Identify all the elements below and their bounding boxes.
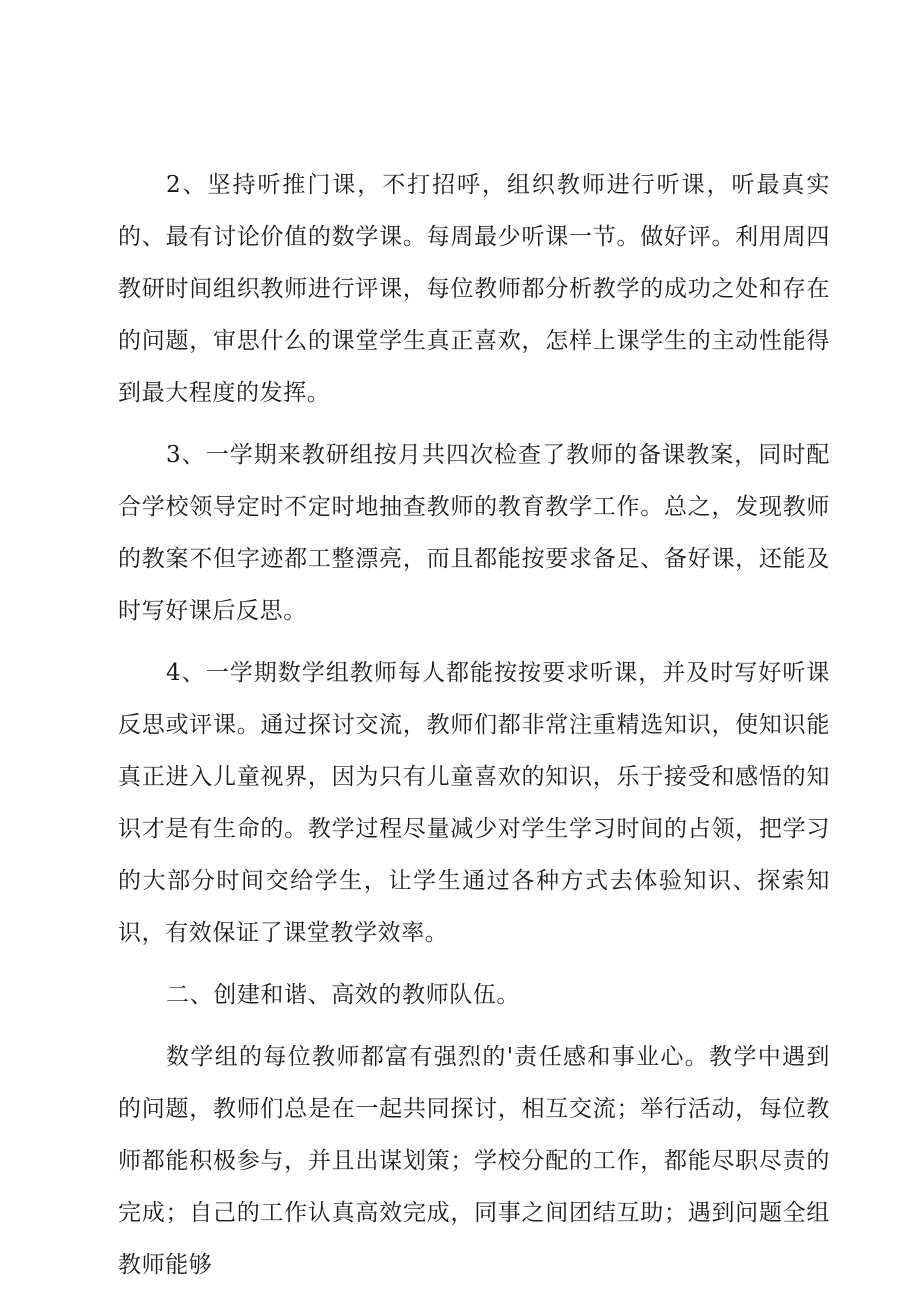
paragraph-item-3: 3、一学期来教研组按月共四次检查了教师的备课教案，同时配合学校领导定时不定时地抽查教师的教育教学工作。总之，发现教师的教案不但字迹都工整漂亮，而且都能按要求备足、备好课，还能及时写好课后反思。 — [118, 442, 830, 624]
paragraph-item-4: 4、一学期数学组教师每人都能按按要求听课，并及时写好听课反思或评课。通过探讨交流，教师们都非常注重精选知识，使知识能真正进入儿童视界，因为只有儿童喜欢的知识，乐于接受和感悟的知识才是有生命的。教学过程尽量减少对学生学习时间的占领，把学习的大部分时间交给学生，让学生通过各种方式去体验知识、探索知识，有效保证了课堂教学效率。 — [118, 660, 830, 946]
section-heading: 二、创建和谐、高效的教师队伍。 — [166, 982, 520, 1008]
paragraph-item-2: 2、坚持听推门课，不打招呼，组织教师进行听课，听最真实的、最有讨论价值的数学课。每周最少听课一节。做好评。利用周四教研时间组织教师进行评课，每位教师都分析教学的成功之处和存在的问题，审思什么的课堂学生真正喜欢，怎样上课学生的主动性能得到最大程度的发挥。 — [118, 172, 830, 406]
document-body — [118, 159, 830, 1291]
paragraph-team: 数学组的每位教师都富有强烈的'责任感和事业心。教学中遇到的问题，教师们总是在一起共同探讨，相互交流；举行活动，每位教师都能积极参与，并且出谋划策；学校分配的工作，都能尽职尽责的完成；自己的工作认真高效完成，同事之间团结互助；遇到问题全组教师能够 — [118, 1044, 830, 1278]
